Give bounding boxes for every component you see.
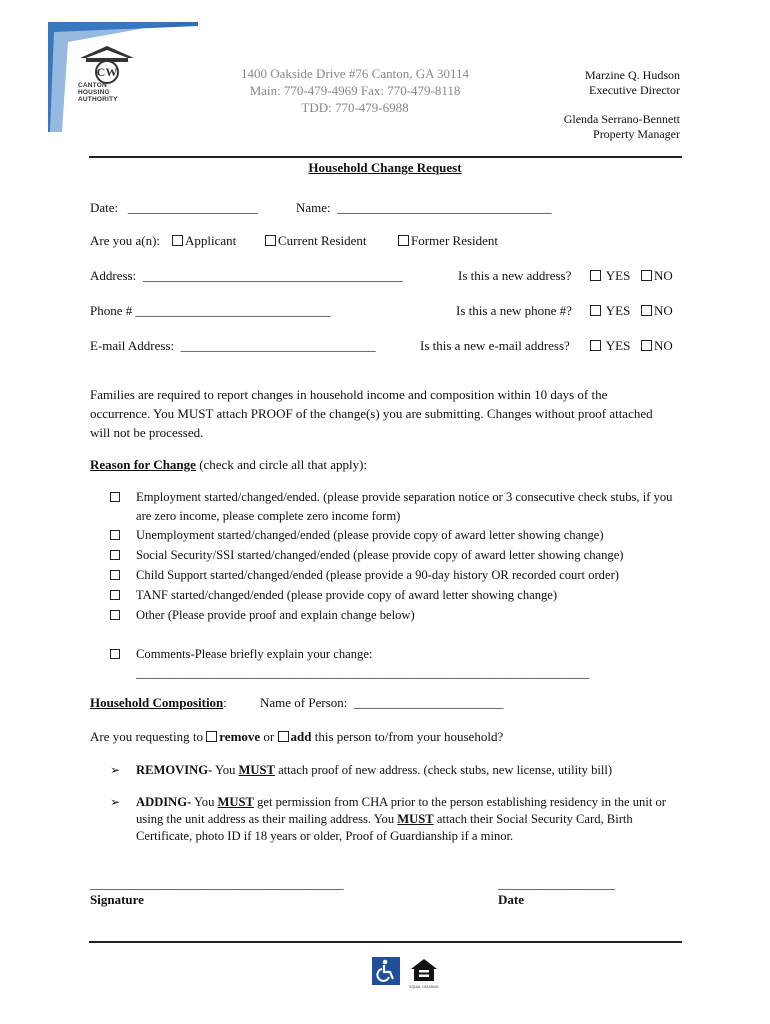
manager-title: Property Manager xyxy=(593,127,680,141)
household-heading: Household Composition: xyxy=(90,695,227,710)
svg-text:CW: CW xyxy=(96,65,118,79)
removing-instructions: ➢ REMOVING- You MUST attach proof of new address. (check stubs, new license, utility bill) xyxy=(110,763,613,777)
address-no-checkbox[interactable]: NO xyxy=(641,268,673,284)
email-no-checkbox[interactable]: NO xyxy=(641,338,673,354)
reporting-notice: Families are required to report changes in household income and composition within 10 days of the occurrence. You MUST attach PROOF of the change(s) you are submitting. Changes without proof attached will not be processed. xyxy=(90,387,653,440)
email-field[interactable]: E-mail Address: ______________________________ xyxy=(90,338,376,353)
remove-add-question: Are you requesting to remove or add this person to/from your household? xyxy=(90,729,504,744)
phone-field[interactable]: Phone # ______________________________ xyxy=(90,303,331,318)
arrow-bullet-icon: ➢ xyxy=(110,795,121,809)
checkbox-icon xyxy=(641,340,652,351)
signature-date-label: Date xyxy=(498,892,524,907)
signature-line[interactable]: _______________________________________ xyxy=(90,876,344,891)
former-resident-checkbox[interactable]: Former Resident xyxy=(398,233,498,249)
phone-new-question: Is this a new phone #? xyxy=(456,303,572,318)
reason-employment[interactable]: Employment started/changed/ended. (please provide separation notice or 3 consecutive check stubs, if you are zero income, please complete zero income form) xyxy=(110,488,680,526)
status-question: Are you a(n): xyxy=(90,233,161,248)
staff-block xyxy=(460,68,680,142)
office-address: 1400 Oakside Drive #76 Canton, GA 30114 Main: 770-479-4969 Fax: 770-479-8118 TDD: 770-479-6988 xyxy=(240,66,470,115)
email-yes-checkbox[interactable]: YES xyxy=(590,338,630,354)
add-checkbox[interactable] xyxy=(278,731,289,742)
accessibility-icon xyxy=(372,957,400,985)
checkbox-icon xyxy=(641,305,652,316)
checkbox-icon xyxy=(110,610,120,620)
checkbox-icon xyxy=(110,550,120,560)
signature-label: Signature xyxy=(90,892,144,907)
reason-unemployment[interactable]: Unemployment started/changed/ended (please provide copy of award letter showing change) xyxy=(110,526,680,545)
checkbox-icon xyxy=(398,235,409,246)
reason-comments[interactable]: Comments-Please briefly explain your change: ________________________________________________________________________ xyxy=(110,645,680,683)
reason-heading: Reason for Change (check and circle all that apply): xyxy=(90,457,368,472)
email-new-question: Is this a new e-mail address? xyxy=(420,338,570,353)
remove-checkbox[interactable] xyxy=(206,731,217,742)
adding-instructions: ➢ ADDING- You MUST get permission from CHA prior to the person establishing residency in the unit or using the unit address as their mailing address. You MUST attach their Social Security Card, Birth Certificate, photo ID if 18 years or older, Proof of Guardianship if a minor. xyxy=(110,795,666,843)
checkbox-icon xyxy=(110,530,120,540)
current-resident-checkbox[interactable]: Current Resident xyxy=(265,233,366,249)
header-divider xyxy=(89,156,682,158)
checkbox-icon xyxy=(590,340,601,351)
arrow-bullet-icon: ➢ xyxy=(110,763,121,777)
reason-other[interactable]: Other (Please provide proof and explain change below) xyxy=(110,606,680,625)
checkbox-icon xyxy=(110,649,120,659)
logo-text: CANTON HOUSING AUTHORITY xyxy=(78,82,118,103)
date-field[interactable]: Date: ____________________ xyxy=(90,200,258,215)
checkbox-icon xyxy=(110,492,120,502)
phone-no-checkbox[interactable]: NO xyxy=(641,303,673,319)
phone-yes-checkbox[interactable]: YES xyxy=(590,303,630,319)
checkbox-icon xyxy=(110,590,120,600)
comments-blank[interactable]: ________________________________________________________________________ xyxy=(136,666,590,680)
checkbox-icon xyxy=(590,305,601,316)
footer-divider xyxy=(89,941,682,943)
signature-date-line[interactable]: __________________ xyxy=(498,876,615,891)
manager-name: Glenda Serrano-Bennett xyxy=(563,112,680,126)
checkbox-icon xyxy=(641,270,652,281)
name-field[interactable]: Name: _________________________________ xyxy=(296,200,552,215)
checkbox-icon xyxy=(172,235,183,246)
address-yes-checkbox[interactable]: YES xyxy=(590,268,630,284)
director-name: Marzine Q. Hudson xyxy=(585,68,680,82)
applicant-checkbox[interactable]: Applicant xyxy=(172,233,236,249)
checkbox-icon xyxy=(110,570,120,580)
director-title: Executive Director xyxy=(589,83,680,97)
equal-housing-icon xyxy=(410,957,438,985)
form-title: Household Change Request xyxy=(308,160,462,175)
address-field[interactable]: Address: ________________________________________ xyxy=(90,268,403,283)
equal-housing-text: EQUAL HOUSING xyxy=(409,985,439,989)
reason-tanf[interactable]: TANF started/changed/ended (please provide copy of award letter showing change) xyxy=(110,586,680,605)
person-name-field[interactable]: Name of Person: _______________________ xyxy=(260,695,504,710)
reason-child-support[interactable]: Child Support started/changed/ended (please provide a 90-day history OR recorded court order) xyxy=(110,566,680,585)
checkbox-icon xyxy=(265,235,276,246)
checkbox-icon xyxy=(590,270,601,281)
reason-social-security[interactable]: Social Security/SSI started/changed/ended (please provide copy of award letter showing change) xyxy=(110,546,680,565)
address-new-question: Is this a new address? xyxy=(458,268,572,283)
